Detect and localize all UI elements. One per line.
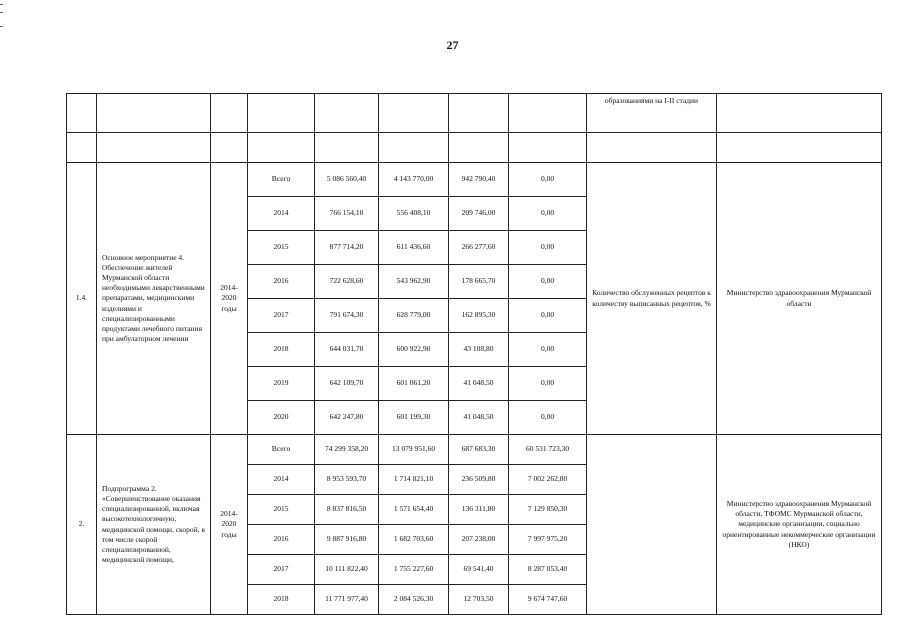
other-cell: 0,00 — [509, 163, 587, 197]
total-cell: 74 299 358,20 — [315, 435, 379, 465]
empty-cell — [97, 94, 211, 133]
total-cell: 9 887 916,80 — [315, 525, 379, 555]
empty-cell — [717, 94, 882, 133]
other-cell: 0,00 — [509, 197, 587, 231]
year-cell: 2016 — [248, 265, 315, 299]
total-cell: 644 031,70 — [315, 333, 379, 367]
year-cell: 2015 — [248, 231, 315, 265]
year-cell: 2014 — [248, 465, 315, 495]
indicator-cell: Количество обслуженных рецептов к количеству выписанных рецептов, % — [587, 163, 717, 435]
regional-cell: 601 061,20 — [379, 367, 449, 401]
other-cell: 0,00 — [509, 299, 587, 333]
other-cell: 0,00 — [509, 333, 587, 367]
other-cell: 0,00 — [509, 265, 587, 299]
regional-cell: 1 714 821,10 — [379, 465, 449, 495]
item-number: 1.4. — [67, 163, 97, 435]
regional-cell: 13 079 951,60 — [379, 435, 449, 465]
year-cell: 2014 — [248, 197, 315, 231]
year-cell: 2018 — [248, 333, 315, 367]
regional-cell: 611 436,60 — [379, 231, 449, 265]
other-cell: 0,00 — [509, 367, 587, 401]
federal-cell: 236 509,80 — [449, 465, 509, 495]
total-cell: 8 953 593,70 — [315, 465, 379, 495]
total-cell: 642 109,70 — [315, 367, 379, 401]
other-cell: 8 287 053,40 — [509, 555, 587, 585]
year-cell: Всего — [248, 163, 315, 197]
federal-cell: 207 238,00 — [449, 525, 509, 555]
table-row — [67, 435, 882, 465]
total-cell: 766 154,10 — [315, 197, 379, 231]
regional-cell: 1 571 654,40 — [379, 495, 449, 525]
item-number: 2. — [67, 435, 97, 615]
scan-mark — [0, 26, 3, 27]
regional-cell: 600 922,90 — [379, 333, 449, 367]
page-number: 27 — [446, 38, 459, 52]
other-cell: 0,00 — [509, 401, 587, 435]
empty-cell — [379, 94, 449, 133]
other-cell: 60 531 723,30 — [509, 435, 587, 465]
federal-cell: 136 311,80 — [449, 495, 509, 525]
other-cell: 9 674 747,60 — [509, 585, 587, 615]
regional-cell: 601 199,30 — [379, 401, 449, 435]
year-cell: 2020 — [248, 401, 315, 435]
federal-cell: 942 790,40 — [449, 163, 509, 197]
other-cell: 0,00 — [509, 231, 587, 265]
empty-cell — [315, 94, 379, 133]
empty-cell — [211, 94, 248, 133]
empty-cell — [248, 94, 315, 133]
row-gap — [67, 133, 882, 163]
item-period: 2014-2020 годы — [211, 163, 248, 435]
item-name: Основное мероприятие 4. Обеспечение жителей Мурманской области необходимыми лекарственными препаратами, медицинскими изделиями и специализированными продуктами лечебного питания при амбулаторном лечении — [97, 163, 211, 435]
indicator-cell — [587, 435, 717, 615]
executor-cell: Министерство здравоохранения Мурманской области — [717, 163, 882, 435]
regional-cell: 543 962,90 — [379, 265, 449, 299]
other-cell: 7 997 975,20 — [509, 525, 587, 555]
total-cell: 791 674,30 — [315, 299, 379, 333]
regional-cell: 628 779,00 — [379, 299, 449, 333]
regional-cell: 556 408,10 — [379, 197, 449, 231]
executor-cell: Министерство здравоохранения Мурманской области, ТФОМС Мурманской области, медицинские организации, социально ориентированные некоммерческие организации (НКО) — [717, 435, 882, 615]
federal-cell: 69 541,40 — [449, 555, 509, 585]
total-cell: 642 247,80 — [315, 401, 379, 435]
total-cell: 10 111 822,40 — [315, 555, 379, 585]
federal-cell: 266 277,60 — [449, 231, 509, 265]
federal-cell: 12 703,50 — [449, 585, 509, 615]
federal-cell: 162 895,30 — [449, 299, 509, 333]
year-cell: 2018 — [248, 585, 315, 615]
total-cell: 877 714,20 — [315, 231, 379, 265]
year-cell: 2017 — [248, 299, 315, 333]
empty-cell — [67, 94, 97, 133]
total-cell: 722 628,60 — [315, 265, 379, 299]
header-continuation-row — [67, 94, 882, 133]
year-cell: 2019 — [248, 367, 315, 401]
total-cell: 11 771 977,40 — [315, 585, 379, 615]
year-cell: 2015 — [248, 495, 315, 525]
year-cell: 2017 — [248, 555, 315, 585]
year-cell: 2016 — [248, 525, 315, 555]
total-cell: 8 837 816,50 — [315, 495, 379, 525]
federal-cell: 178 665,70 — [449, 265, 509, 299]
program-table — [66, 93, 882, 615]
year-cell: Всего — [248, 435, 315, 465]
other-cell: 7 002 262,80 — [509, 465, 587, 495]
indicator-cell: образованиями на I-II стадии — [587, 94, 717, 133]
scan-mark — [0, 12, 3, 13]
federal-cell: 41 048,50 — [449, 367, 509, 401]
regional-cell: 1 682 703,60 — [379, 525, 449, 555]
regional-cell: 4 143 770,00 — [379, 163, 449, 197]
total-cell: 5 086 560,40 — [315, 163, 379, 197]
item-period: 2014-2020 годы — [211, 435, 248, 615]
federal-cell: 43 108,80 — [449, 333, 509, 367]
other-cell: 7 129 850,30 — [509, 495, 587, 525]
empty-cell — [509, 94, 587, 133]
empty-cell — [449, 94, 509, 133]
scan-mark — [0, 4, 3, 5]
regional-cell: 1 755 227,60 — [379, 555, 449, 585]
table-row — [67, 163, 882, 197]
item-name: Подпрограмма 2. «Совершенствование оказания специализированной, включая высокотехнологичную, медицинской помощи, скорой, в том числе скорой специализированной, медицинской помощи, — [97, 435, 211, 615]
federal-cell: 209 746,00 — [449, 197, 509, 231]
federal-cell: 687 683,30 — [449, 435, 509, 465]
federal-cell: 41 048,50 — [449, 401, 509, 435]
regional-cell: 2 084 526,30 — [379, 585, 449, 615]
